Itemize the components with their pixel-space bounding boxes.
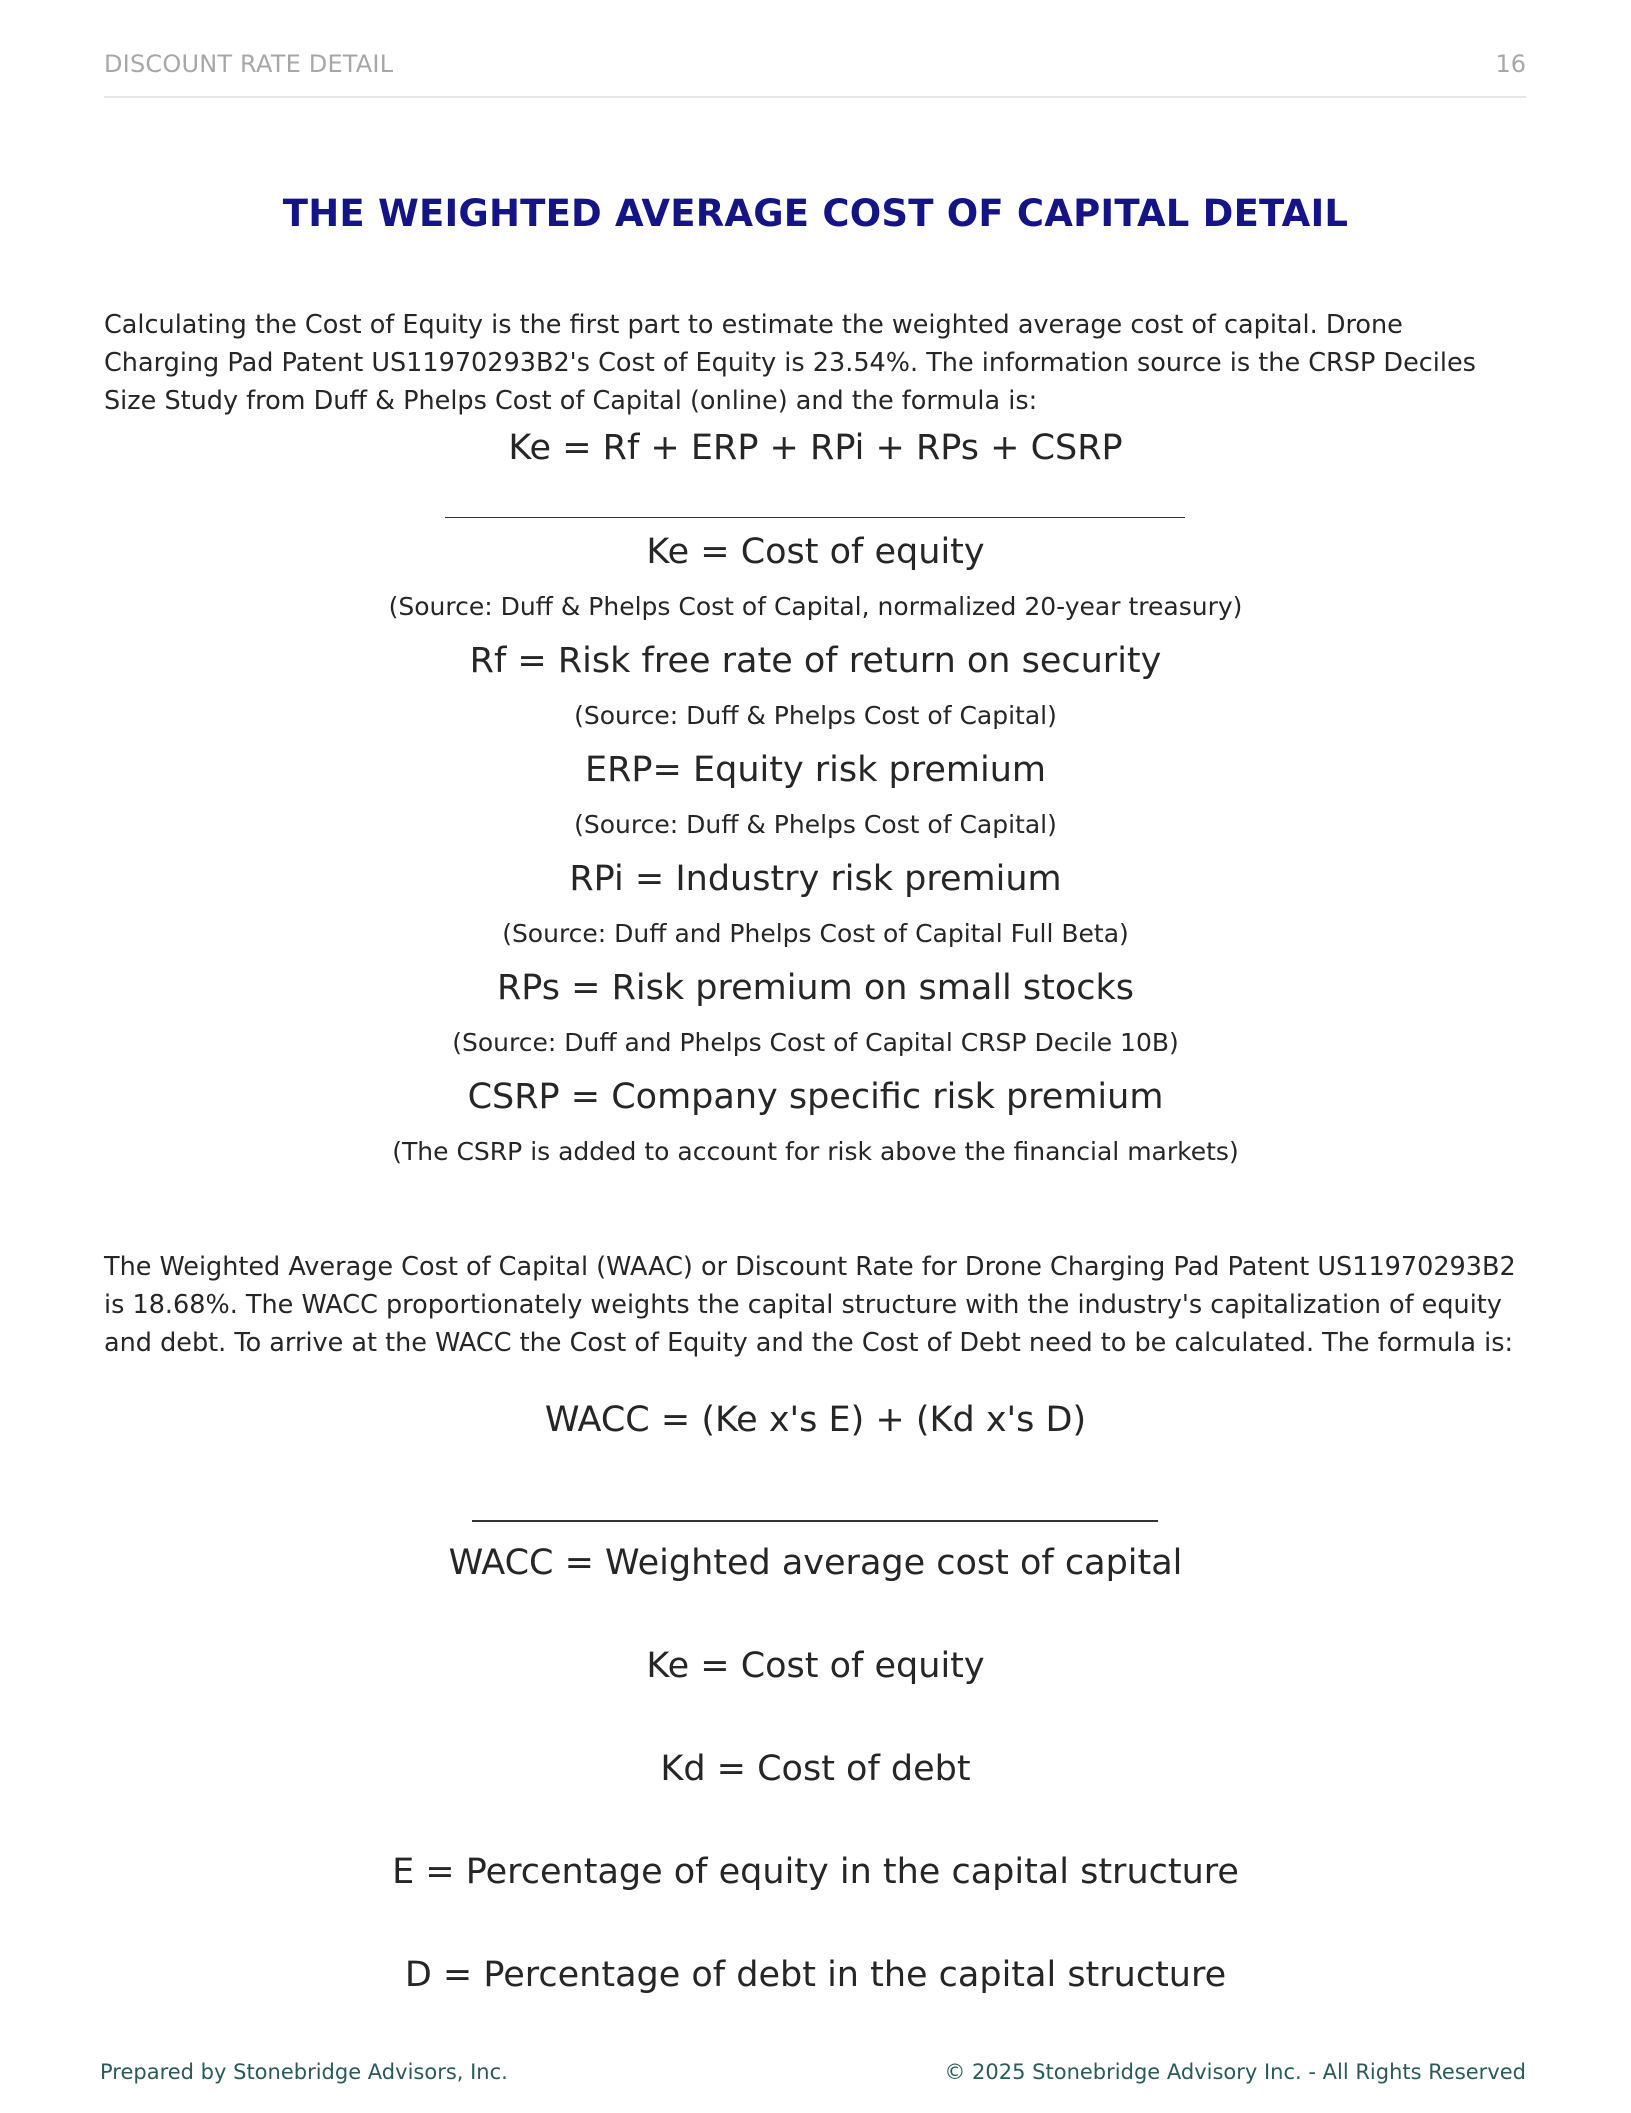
definition-term: ERP= Equity risk premium xyxy=(585,750,1046,790)
wacc-formula: WACC = (Ke x's E) + (Kd x's D) xyxy=(544,1400,1087,1440)
definition-source: (Source: Duff & Phelps Cost of Capital) xyxy=(574,810,1057,839)
wacc-definition: WACC = Weighted average cost of capital xyxy=(448,1543,1183,1583)
definition-term: RPi = Industry risk premium xyxy=(569,859,1062,899)
wacc-definition: Ke = Cost of equity xyxy=(646,1646,985,1686)
formula-divider xyxy=(472,1520,1158,1522)
wacc-definition: E = Percentage of equity in the capital structure xyxy=(392,1852,1239,1892)
page-title: THE WEIGHTED AVERAGE COST OF CAPITAL DETAIL xyxy=(282,192,1349,235)
wacc-definition: D = Percentage of debt in the capital structure xyxy=(404,1955,1227,1995)
section-title: DISCOUNT RATE DETAIL xyxy=(104,50,394,78)
definition-term: Ke = Cost of equity xyxy=(646,532,985,572)
cost-of-equity-intro: Calculating the Cost of Equity is the first part to estimate the weighted average cost of capital. Drone Charging Pad Patent US11970293B2's Cost of Equity is 23.54%. The information source is the CRSP Deciles Size Study from Duff & Phelps Cost of Capital (online) and the formula is: xyxy=(104,310,1476,416)
definition-term: RPs = Risk premium on small stocks xyxy=(496,968,1135,1008)
prepared-by: Prepared by Stonebridge Advisors, Inc. xyxy=(100,2060,508,2084)
page-header xyxy=(104,46,1526,98)
wacc-intro: The Weighted Average Cost of Capital (WAAC) or Discount Rate for Drone Charging Pad Patent US11970293B2 is 18.68%. The WACC proportionately weights the capital structure with the industry's capitalization of equity and debt. To arrive at the WACC the Cost of Equity and the Cost of Debt need to be calculated. The formula is: xyxy=(104,1252,1516,1358)
formula-divider xyxy=(445,517,1185,518)
definition-source: (Source: Duff & Phelps Cost of Capital, normalized 20-year treasury) xyxy=(388,592,1243,621)
definition-source: (Source: Duff and Phelps Cost of Capital CRSP Decile 10B) xyxy=(452,1028,1179,1057)
definition-source: (Source: Duff and Phelps Cost of Capital Full Beta) xyxy=(502,919,1129,948)
wacc-definition: Kd = Cost of debt xyxy=(660,1749,971,1789)
page-footer xyxy=(100,2060,1526,2090)
definition-term: CSRP = Company specific risk premium xyxy=(467,1077,1164,1117)
page-number: 16 xyxy=(1495,50,1526,78)
cost-of-equity-formula: Ke = Rf + ERP + RPi + RPs + CSRP xyxy=(508,428,1123,468)
definition-source: (The CSRP is added to account for risk above the financial markets) xyxy=(392,1137,1239,1166)
copyright: © 2025 Stonebridge Advisory Inc. - All Rights Reserved xyxy=(944,2060,1526,2084)
definition-source: (Source: Duff & Phelps Cost of Capital) xyxy=(574,701,1057,730)
definition-term: Rf = Risk free rate of return on security xyxy=(469,641,1162,681)
